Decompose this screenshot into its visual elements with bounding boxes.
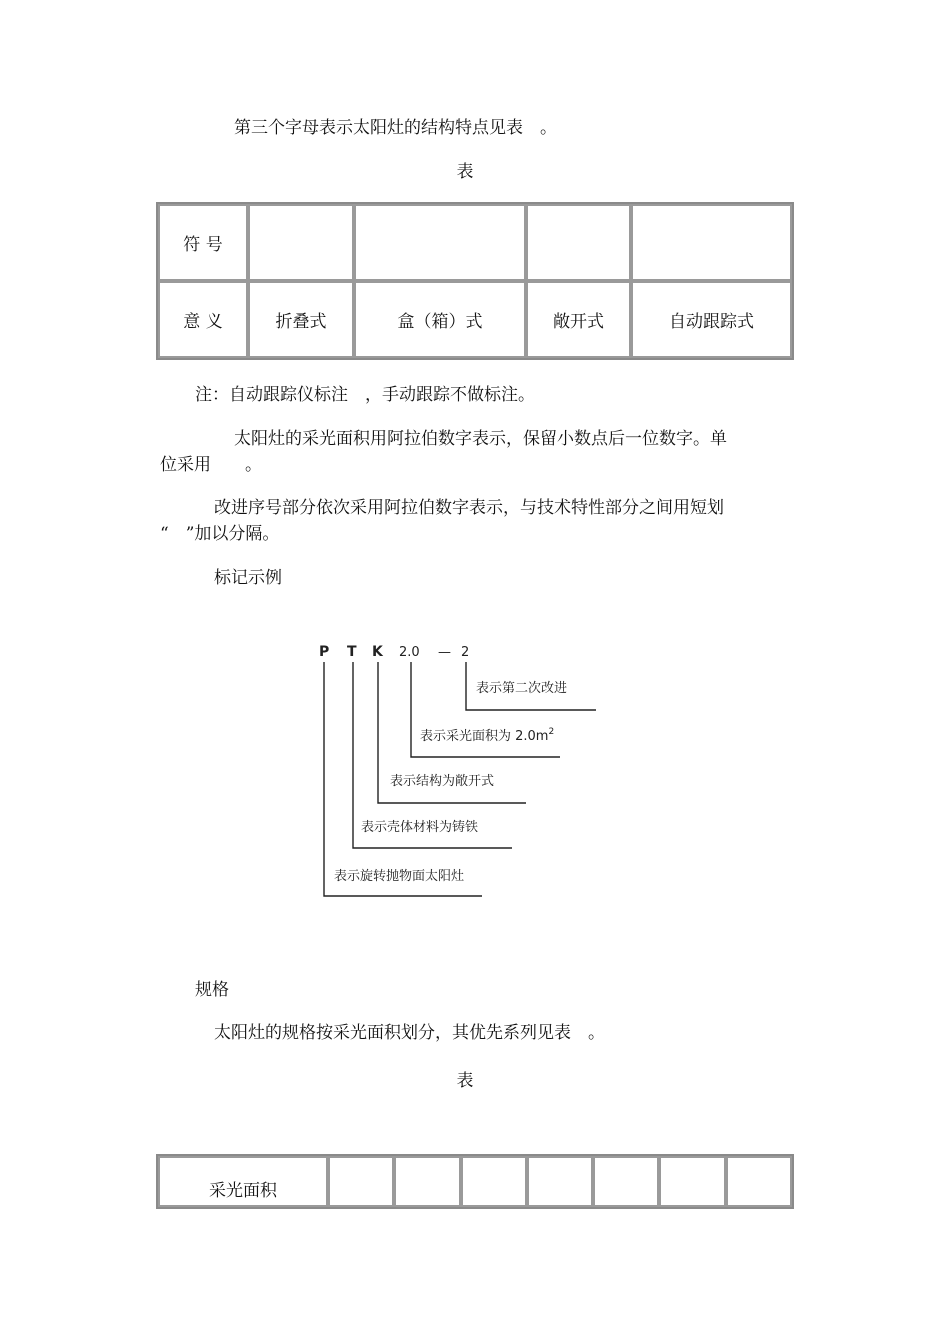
spec-heading: 规格	[195, 980, 229, 1000]
code-area: 2.0	[399, 645, 420, 660]
spec-cell	[726, 1156, 792, 1207]
spec-cell	[394, 1156, 460, 1207]
symbol-cell	[526, 204, 631, 281]
label-type: 表示旋转抛物面太阳灶	[334, 869, 465, 884]
spec-cell	[328, 1156, 394, 1207]
spec-cell	[659, 1156, 725, 1207]
meaning-cell: 折叠式	[248, 281, 354, 358]
spec-row	[158, 1156, 792, 1207]
spec-paragraph: 太阳灶的规格按采光面积划分，其优先系列见表 。	[214, 1023, 605, 1043]
code-letter-t: T	[347, 644, 357, 660]
label-sequence: 表示第二次改进	[476, 681, 568, 696]
meaning-header: 意 义	[158, 281, 248, 358]
code-letter-p: P	[319, 644, 330, 660]
symbol-cell	[354, 204, 526, 281]
label-area: 表示采光面积为 $2.0m^2$	[420, 727, 555, 744]
meaning-row	[158, 281, 792, 358]
marking-example-diagram	[310, 636, 610, 906]
table1-caption: 表	[456, 162, 474, 182]
sequence-paragraph-line2: “ ”加以分隔。	[160, 524, 280, 544]
structure-table	[156, 202, 794, 360]
code-dash: —	[438, 645, 451, 660]
symbol-cell	[248, 204, 354, 281]
sequence-paragraph-line1: 改进序号部分依次采用阿拉伯数字表示，与技术特性部分之间用短划	[214, 498, 724, 518]
spec-cell	[461, 1156, 527, 1207]
code-letter-k: K	[372, 644, 383, 660]
table2-caption: 表	[456, 1071, 474, 1091]
area-paragraph-line1: 太阳灶的采光面积用阿拉伯数字表示，保留小数点后一位数字。单	[234, 429, 727, 449]
spec-cell	[593, 1156, 659, 1207]
spec-table	[156, 1154, 794, 1209]
meaning-cell: 自动跟踪式	[631, 281, 792, 358]
label-material: 表示壳体材料为铸铁	[361, 820, 479, 835]
symbol-cell	[631, 204, 792, 281]
spec-row-label: 采光面积	[158, 1156, 328, 1207]
note-line: 注：自动跟踪仪标注 ，手动跟踪不做标注。	[195, 385, 535, 405]
spec-cell	[527, 1156, 593, 1207]
area-paragraph-line2: 位采用 。	[160, 455, 262, 475]
code-sequence: 2	[461, 645, 470, 660]
symbol-row	[158, 204, 792, 281]
symbol-header: 符 号	[158, 204, 248, 281]
label-structure: 表示结构为敞开式	[390, 774, 495, 789]
meaning-cell: 盒（箱）式	[354, 281, 526, 358]
example-heading: 标记示例	[214, 568, 282, 588]
meaning-cell: 敞开式	[526, 281, 631, 358]
intro-line: 第三个字母表示太阳灶的结构特点见表 。	[234, 118, 557, 138]
